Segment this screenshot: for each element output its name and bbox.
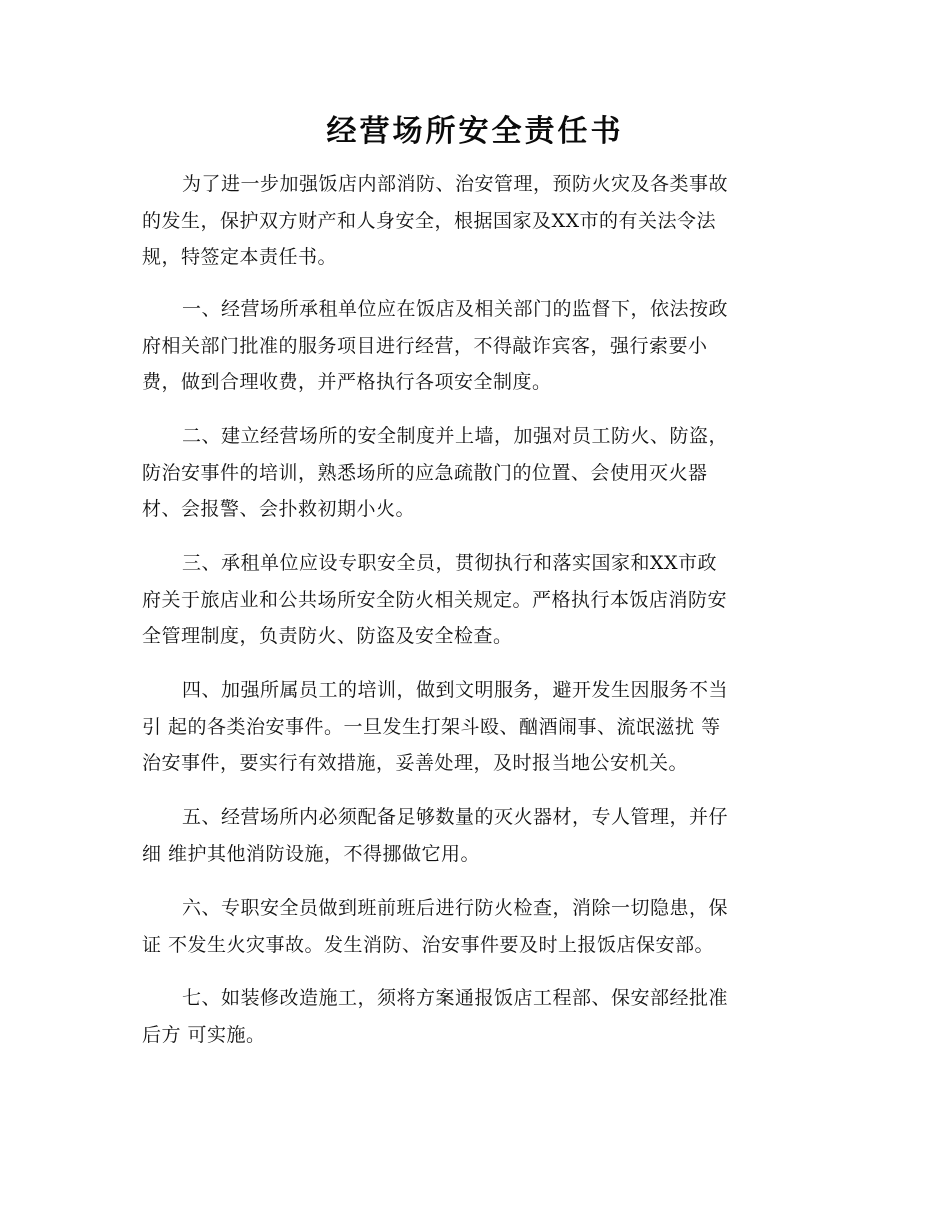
paragraph-clause-3 [142, 545, 812, 655]
document-title: 经营场所安全责任书 [326, 114, 624, 149]
paragraph-line: 细 维护其他消防设施，不得挪做它用。 [142, 842, 481, 865]
paragraph-line: 治安事件，要实行有效措施，妥善处理，及时报当地公安机关。 [142, 752, 689, 774]
paragraph-clause-2 [142, 418, 812, 528]
paragraph-clause-5 [142, 799, 812, 872]
paragraph-line: 为了进一步加强饭店内部消防、治安管理，预防火灾及各类事故 [182, 173, 729, 195]
paragraph-line: 六、专职安全员做到班前班后进行防火检查，消除一切隐患，保 [182, 897, 729, 919]
paragraph-line: 四、加强所属员工的培训，做到文明服务，避开发生因服务不当 [182, 679, 729, 701]
paragraph-line: 全管理制度，负责防火、防盗及安全检查。 [142, 625, 513, 647]
paragraph-line: 防治安事件的培训，熟悉场所的应急疏散门的位置、会使用灭火器 [142, 461, 708, 484]
paragraph-line: 证 不发生火灾事故。发生消防、治安事件要及时上报饭店保安部。 [142, 933, 715, 956]
paragraph-line: 后方 可实施。 [142, 1023, 266, 1046]
paragraph-line: 的发生，保护双方财产和人身安全，根据国家及XX市的有关法令法 [142, 209, 717, 232]
paragraph-line: 一、经营场所承租单位应在饭店及相关部门的监督下，依法按政 [182, 298, 729, 320]
paragraph-line: 二、建立经营场所的安全制度并上墙，加强对员工防火、防盗， [182, 425, 729, 447]
paragraph-line: 府关于旅店业和公共场所安全防火相关规定。严格执行本饭店消防安 [142, 588, 728, 611]
paragraph-clause-1 [142, 291, 812, 401]
paragraph-line: 七、如装修改造施工，须将方案通报饭店工程部、保安部经批准 [182, 987, 729, 1009]
paragraph-line: 府相关部门批准的服务项目进行经营，不得敲诈宾客，强行索要小 [142, 334, 708, 357]
paragraph-clause-6 [142, 890, 812, 963]
paragraph-line: 费，做到合理收费，并严格执行各项安全制度。 [142, 371, 552, 393]
paragraph-line: 五、经营场所内必须配备足够数量的灭火器材，专人管理，并仔 [182, 806, 729, 828]
paragraph-line: 材、会报警、会扑救初期小火。 [142, 498, 416, 520]
paragraph-line: 引 起的各类治安事件。一旦发生打架斗殴、酗酒闹事、流氓滋扰 等 [142, 715, 721, 738]
paragraph-line: 三、承租单位应设专职安全员，贯彻执行和落实国家和XX市政 [182, 552, 718, 574]
paragraph-clause-7 [142, 980, 812, 1053]
paragraph-line: 规，特签定本责任书。 [142, 246, 338, 268]
paragraph-clause-4 [142, 672, 812, 782]
paragraph-intro [142, 166, 812, 276]
